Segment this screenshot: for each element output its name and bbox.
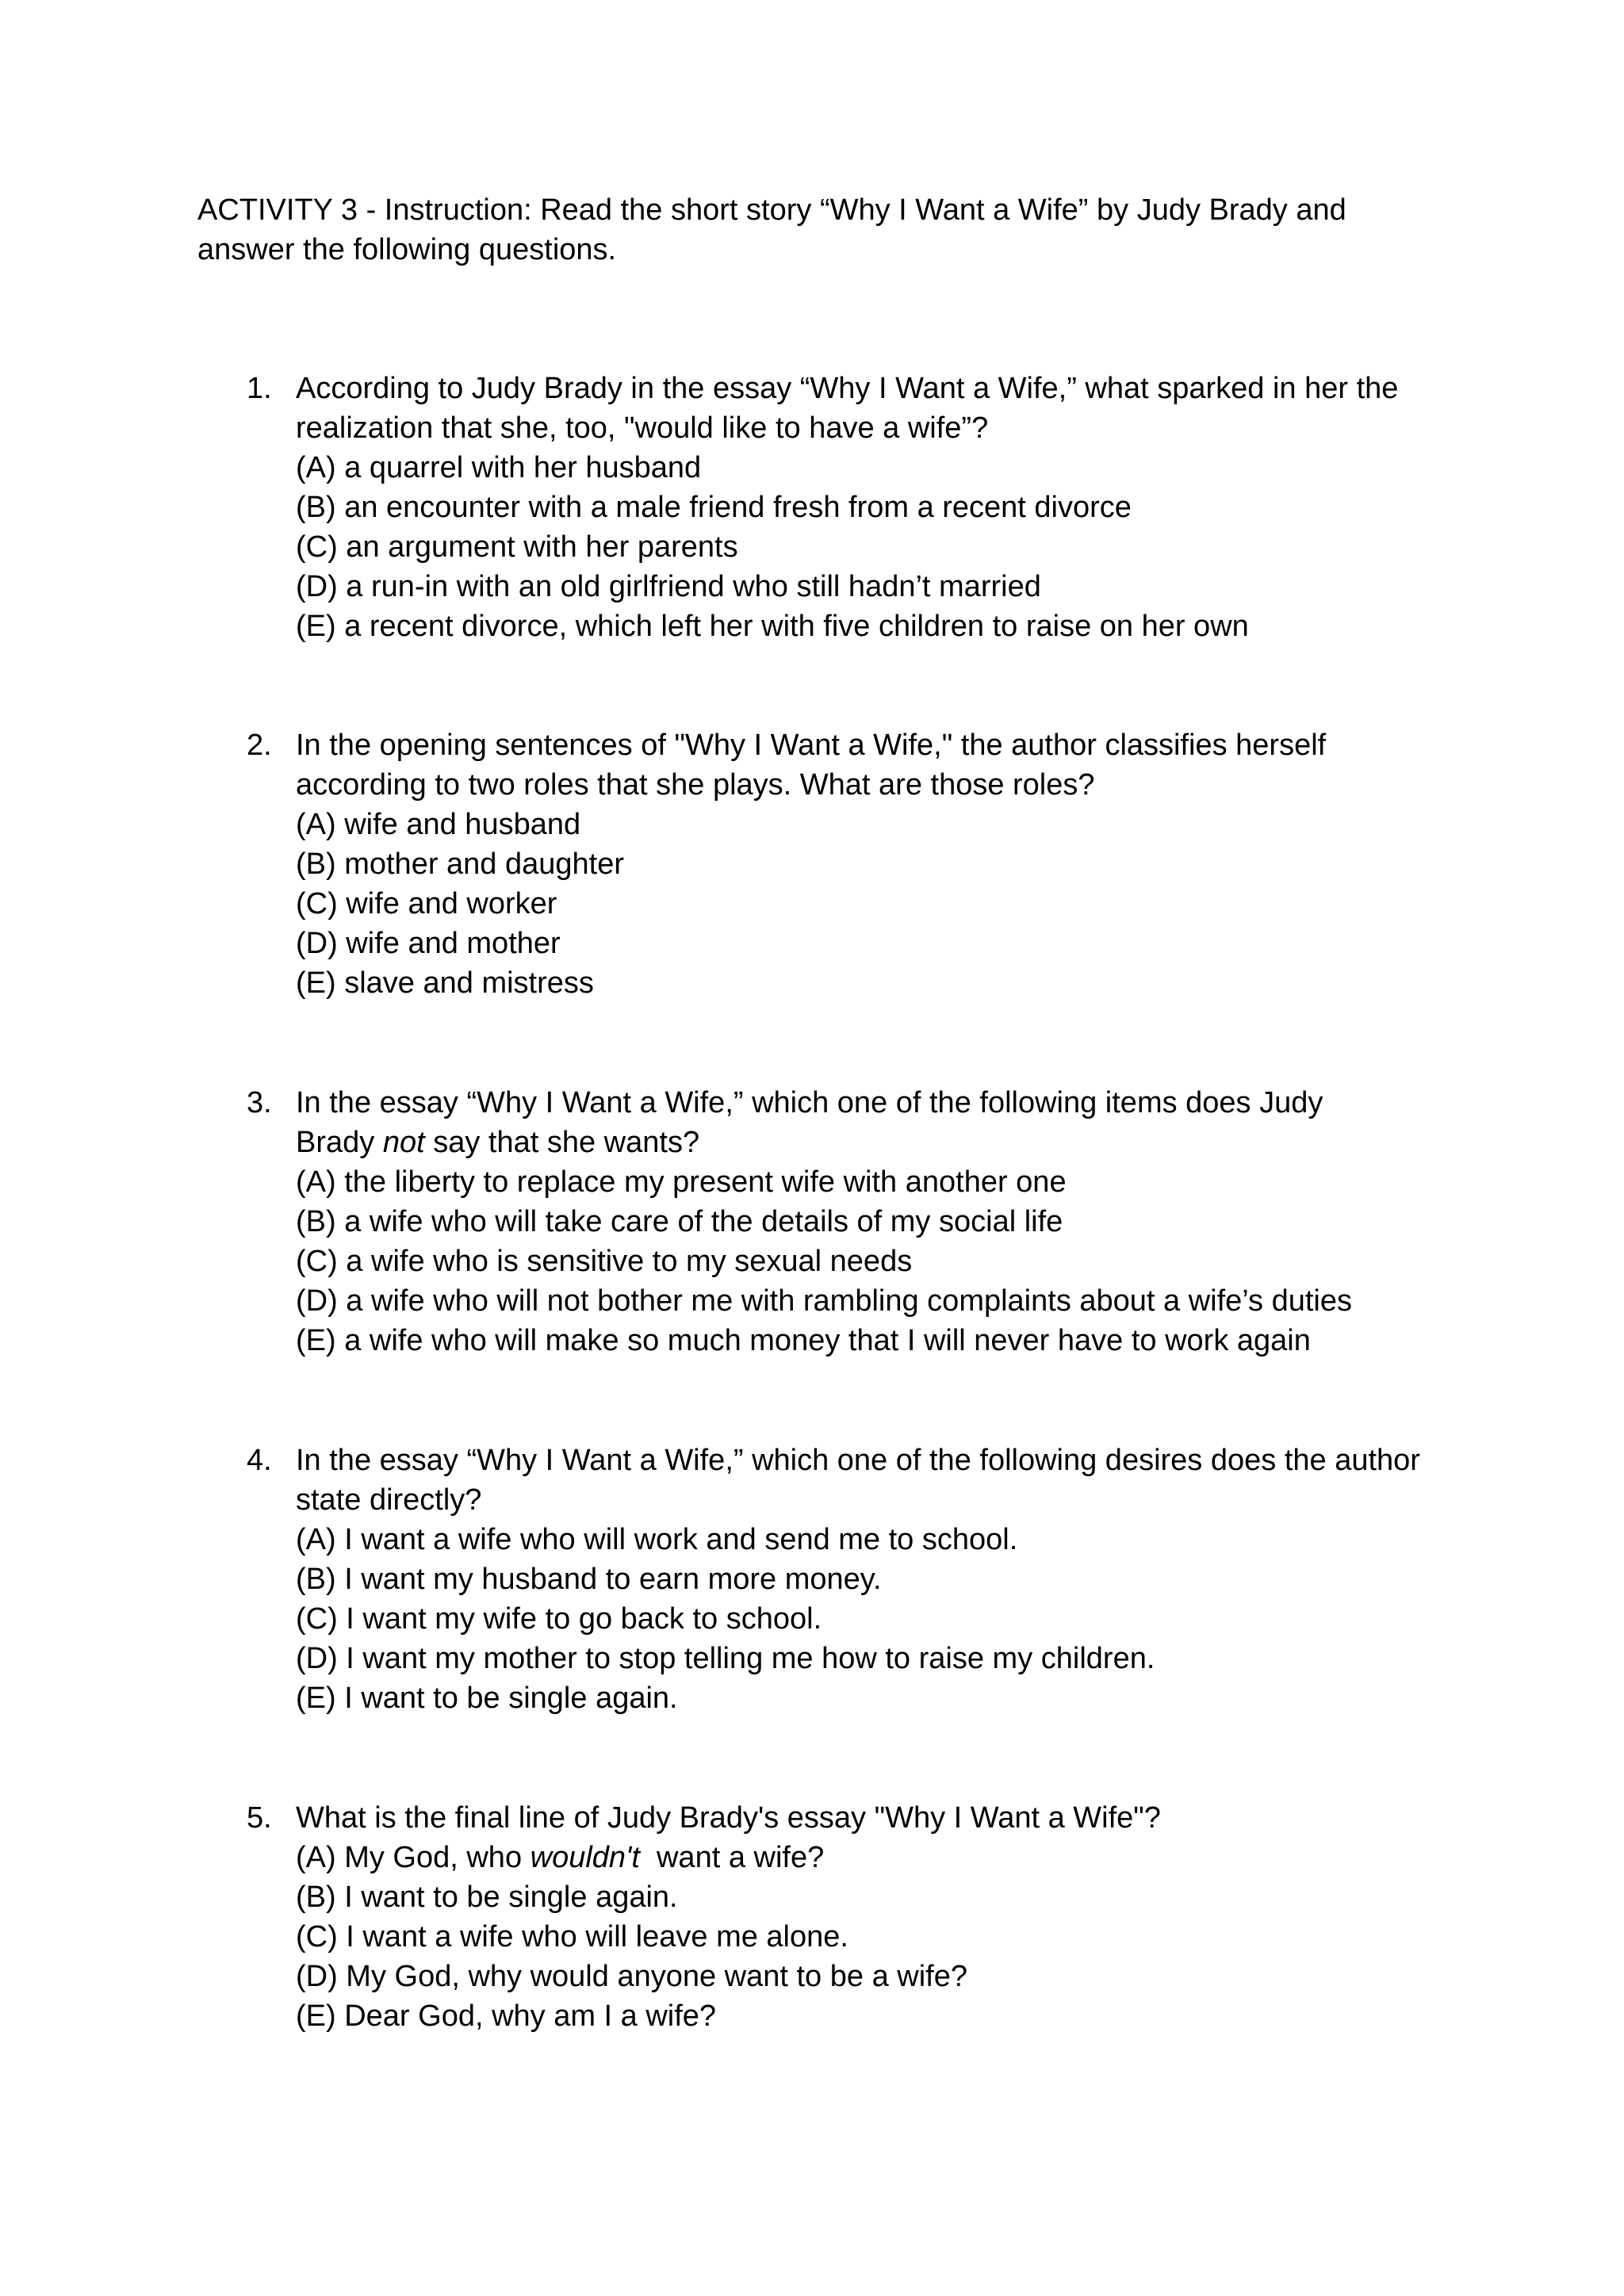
question-stem-line-1: According to Judy Brady in the essay “Why I Want a Wife,” what sparked in her the [296,372,1399,405]
question-4 [197,1441,1466,1718]
question-number: 2. [247,729,272,762]
answer-option-c: (C) I want my wife to go back to school. [296,1602,822,1636]
answer-option-e: (E) slave and mistress [296,966,594,1000]
question-3 [197,1083,1466,1360]
question-stem-line-2 [296,1123,1466,1162]
stem-text: say that she wants? [424,1126,700,1159]
option-text: want a wife? [639,1841,825,1874]
question-5 [197,1798,1466,2036]
answer-option-d: (D) wife and mother [296,927,561,960]
answer-option-b: (B) I want to be single again. [296,1881,678,1914]
question-number: 3. [247,1086,272,1119]
question-number: 1. [247,372,272,405]
answer-option-a: (A) a quarrel with her husband [296,451,702,484]
answer-option-e: (E) a wife who will make so much money that I will never have to work again [296,1324,1311,1357]
activity-instruction [197,190,1434,270]
question-stem-line-2: according to two roles that she plays. What are those roles? [296,768,1095,802]
question-number: 4. [247,1444,272,1477]
answer-option-c: (C) wife and worker [296,887,557,920]
answer-option-b: (B) I want my husband to earn more money. [296,1563,882,1596]
answer-option-e: (E) a recent divorce, which left her with five children to raise on her own [296,610,1249,643]
answer-option-e: (E) I want to be single again. [296,1682,678,1715]
question-stem-line-1: In the opening sentences of "Why I Want a Wife," the author classifies herself [296,729,1327,762]
question-1 [197,369,1466,646]
answer-option-c: (C) I want a wife who will leave me alone. [296,1920,848,1954]
answer-option-d: (D) a run-in with an old girlfriend who still hadn’t married [296,570,1041,603]
instruction-line-2: answer the following questions. [197,233,617,266]
answer-option-b: (B) mother and daughter [296,848,625,881]
question-stem-line-2: state directly? [296,1483,482,1517]
question-stem-line-1: What is the final line of Judy Brady's essay "Why I Want a Wife"? [296,1801,1161,1835]
question-stem-line-1: In the essay “Why I Want a Wife,” which one of the following items does Judy [296,1086,1323,1119]
question-stem-line-1: In the essay “Why I Want a Wife,” which one of the following desires does the author [296,1444,1420,1477]
answer-option-a: (A) I want a wife who will work and send me to school. [296,1523,1018,1556]
stem-text: Brady [296,1126,383,1159]
answer-option-a [296,1838,1466,1877]
answer-option-a: (A) wife and husband [296,808,581,841]
question-2 [197,725,1466,1003]
emphasized-word: wouldn't [530,1841,640,1874]
answer-option-b: (B) an encounter with a male friend fresh from a recent divorce [296,491,1132,524]
answer-option-d: (D) a wife who will not bother me with rambling complaints about a wife’s duties [296,1284,1353,1318]
answer-option-d: (D) I want my mother to stop telling me how to raise my children. [296,1642,1155,1675]
answer-option-d: (D) My God, why would anyone want to be a wife? [296,1960,967,1993]
answer-option-c: (C) a wife who is sensitive to my sexual needs [296,1245,913,1278]
emphasized-word: not [382,1126,425,1159]
answer-option-b: (B) a wife who will take care of the details of my social life [296,1205,1063,1238]
answer-option-a: (A) the liberty to replace my present wife with another one [296,1165,1067,1199]
instruction-line-1: ACTIVITY 3 - Instruction: Read the short story “Why I Want a Wife” by Judy Brady and [197,193,1346,227]
option-text: (A) My God, who [296,1841,530,1874]
question-stem-line-2: realization that she, too, "would like to have a wife”? [296,411,989,445]
question-number: 5. [247,1801,272,1835]
answer-option-c: (C) an argument with her parents [296,530,738,564]
answer-option-e: (E) Dear God, why am I a wife? [296,1999,717,2033]
